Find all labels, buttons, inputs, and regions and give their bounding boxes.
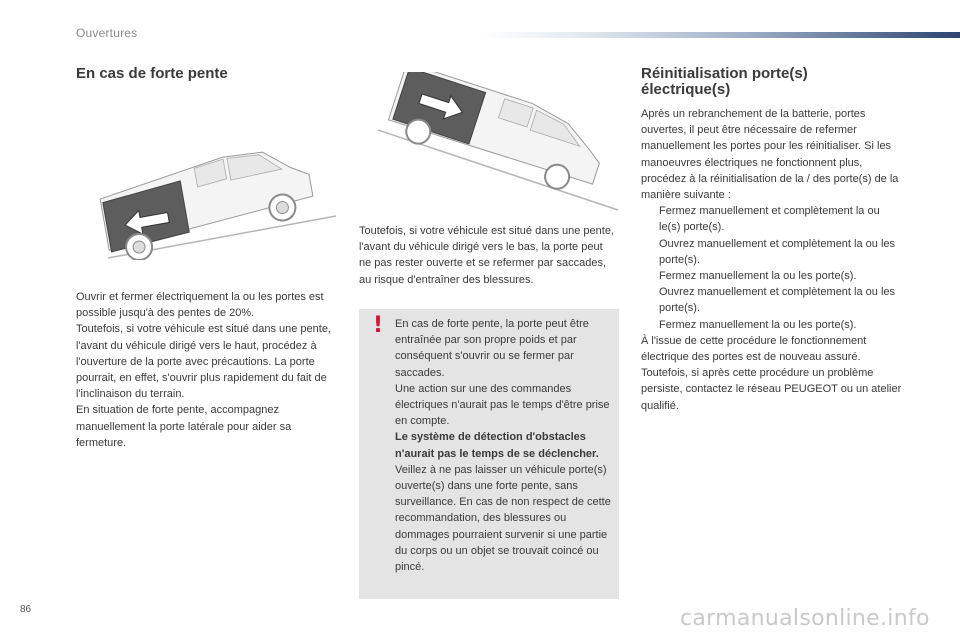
right-after-2: Toutefois, si après cette procédure un problème persiste, contactez le réseau PEUGEOT ou un atelier qualifié. <box>641 367 902 412</box>
van-uphill-illustration <box>80 140 340 260</box>
warning-box <box>359 309 619 599</box>
left-paragraph-2: Toutefois, si votre véhicule est situé dans une pente, l'avant du véhicule dirigé vers le haut, procédez à l'ouverture de la porte avec précautions. La porte pourrait, en effet, s'ouvrir plus rapidement du fait de l'inclinaison du terrain. <box>76 323 331 401</box>
left-paragraph-1: Ouvrir et fermer électriquement la ou les portes est possible jusqu'à des pentes de 20%. <box>76 291 324 320</box>
middle-paragraph: Toutefois, si votre véhicule est situé dans une pente, l'avant du véhicule dirigé vers le bas, la porte peut ne pas rester ouverte et se refermer par saccades, au risque d'entraîner des blessures. <box>359 225 614 286</box>
right-heading <box>641 66 808 98</box>
reset-steps-list <box>641 203 903 333</box>
left-paragraph-3: En situation de forte pente, accompagnez manuellement la porte latérale pour aider sa fermeture. <box>76 404 292 449</box>
warning-paragraph-1: En cas de forte pente, la porte peut être entraînée par son propre poids et par conséquent s'ouvrir ou se fermer par saccades. <box>395 318 589 379</box>
list-item: Fermez manuellement la ou les porte(s). <box>659 318 857 331</box>
list-item: Ouvrez manuellement et complètement la ou les porte(s). <box>659 286 896 315</box>
watermark: carmanualsonline.info <box>680 606 930 631</box>
warning-paragraph-2: Une action sur une des commandes électriques n'aurait pas le temps d'être prise en compte. <box>395 382 610 428</box>
list-item: Fermez manuellement et complètement la ou le(s) porte(s). <box>659 205 880 234</box>
list-item: Ouvrez manuellement et complètement la ou les porte(s). <box>659 237 896 266</box>
left-heading: En cas de forte pente <box>76 65 228 82</box>
page-number: 86 <box>20 604 32 615</box>
warning-text <box>395 316 613 575</box>
warning-paragraph-bold: Le système de détection d'obstacles n'aurait pas le temps de se déclencher. <box>395 431 599 460</box>
right-body <box>641 106 903 414</box>
list-item: Fermez manuellement la ou les porte(s). <box>659 270 857 283</box>
left-body <box>76 289 341 451</box>
header-gradient-bar <box>480 32 960 38</box>
right-after-1: À l'issue de cette procédure le fonctionnement électrique des portes est de nouveau assuré. <box>641 334 867 364</box>
right-heading-line-1: Réinitialisation porte(s) <box>641 65 808 82</box>
section-title: Ouvertures <box>76 26 138 40</box>
right-heading-line-2: électrique(s) <box>641 81 731 98</box>
exclamation-icon: ! <box>373 313 384 338</box>
van-downhill-illustration <box>372 72 622 212</box>
right-intro: Après un rebranchement de la batterie, portes ouvertes, il peut être nécessaire de refermer manuellement les portes pour les réinitialiser. Si les manoeuvres électriques ne fonctionnent plus, procédez à la réinitialisation de la / des porte(s) de la manière suivante : <box>641 108 899 202</box>
warning-paragraph-4: Veillez à ne pas laisser un véhicule porte(s) ouverte(s) dans une forte pente, sans surveillance. En cas de non respect de cette recommandation, des blessures ou dommages pourraient survenir si une partie du corps ou un objet se trouvait coincé ou pincé. <box>395 463 611 574</box>
